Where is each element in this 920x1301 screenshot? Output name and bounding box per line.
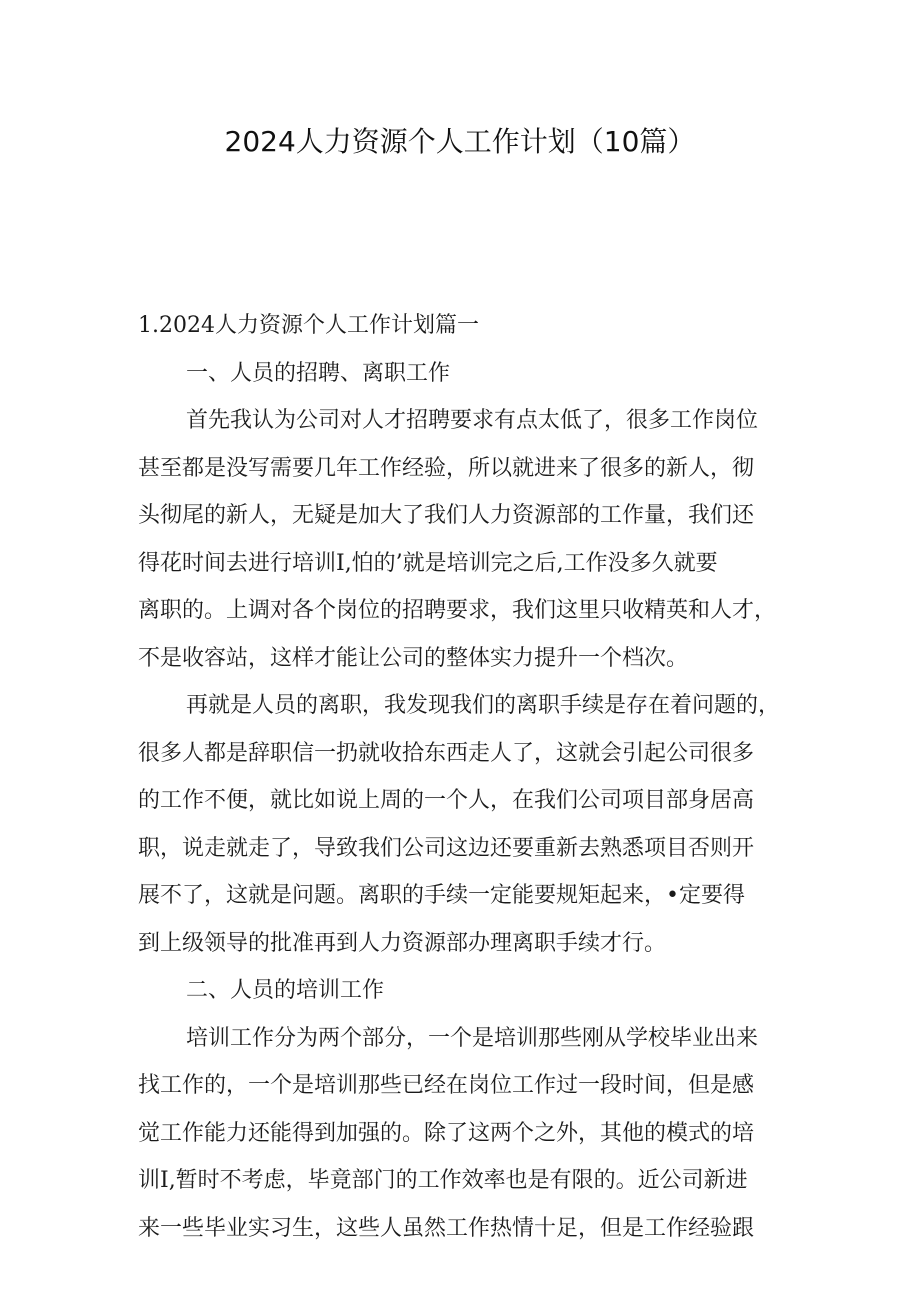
text-line: 到上级领导的批准再到人力资源部办理离职手续才行。: [138, 930, 667, 956]
text-line: 不是收容站，这样才能让公司的整体实力提升一个档次。: [138, 645, 689, 671]
text-line: 训I,暂时不考虑，毕竟部门的工作效率也是有限的。近公司新进: [138, 1168, 748, 1193]
document-body: [138, 302, 788, 1252]
text-line: 甚至都是没写需要几年工作经验，所以就进来了很多的新人，彻: [138, 455, 755, 481]
text-line: 找工作的，一个是培训那些已经在岗位工作过一段时间，但是感: [138, 1073, 755, 1098]
text-line: 得花时间去进行培训I,怕的’就是培训完之后,工作没多久就要: [138, 550, 718, 576]
text-line: 职，说走就走了，导致我们公司这边还要重新去熟悉项目否则开: [138, 835, 755, 861]
text-line: 再就是人员的离职，我发现我们的离职手续是存在着问题的，: [186, 693, 781, 718]
text-line: 展不了，这就是问题。离职的手续一定能要规矩起来，•定要得: [138, 883, 745, 908]
text-line: 离职的。上调对各个岗位的招聘要求，我们这里只收精英和人才，: [138, 598, 777, 623]
text-line: 头彻尾的新人，无疑是加大了我们人力资源部的工作量，我们还: [138, 503, 755, 528]
text-line: 二、人员的培训工作: [186, 978, 385, 1003]
text-line: 培训工作分为两个部分，一个是培训那些刚从学校毕业出来: [186, 1025, 759, 1051]
text-line: 来一些毕业实习生，这些人虽然工作热情十足，但是工作经验跟: [138, 1215, 755, 1241]
text-line: 很多人都是辞职信一扔就收拾东西走人了，这就会引起公司很多: [138, 740, 755, 766]
text-line: 一、人员的招聘、离职工作: [186, 360, 451, 386]
document-title: 2024人力资源个人工作计划（10篇）: [224, 125, 696, 158]
text-line: 首先我认为公司对人才招聘要求有点太低了，很多工作岗位: [186, 408, 759, 433]
text-line: 觉工作能力还能得到加强的。除了这两个之外，其他的模式的培: [138, 1120, 755, 1146]
text-line: 的工作不便，就比如说上周的一个人，在我们公司项目部身居高: [138, 788, 755, 813]
text-line: 1.2024人力资源个人工作计划篇一: [138, 313, 479, 338]
